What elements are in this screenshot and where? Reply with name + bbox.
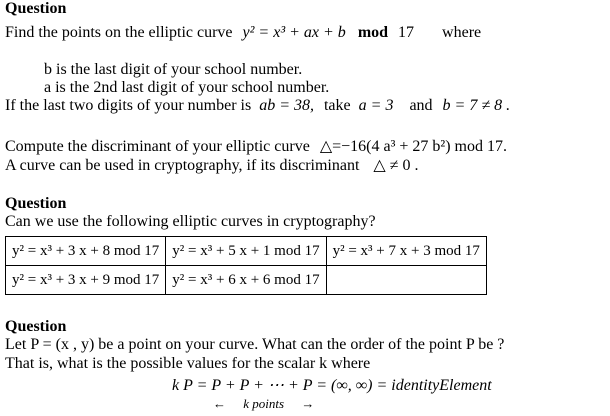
example-ab: ab = 38, <box>259 97 314 114</box>
question-3-line-2: That is, what is the possible values for the scalar k where <box>5 355 371 372</box>
table-row <box>6 266 487 295</box>
intro-text: Find the points on the elliptic curve <box>5 24 233 41</box>
question-1-heading: Question <box>5 0 67 17</box>
discriminant-text: Compute the discriminant of your elliptic curve <box>5 138 310 155</box>
arrow-left-icon: ← <box>213 396 226 411</box>
a-definition: a is the 2nd last digit of your school number. <box>44 79 330 96</box>
table-cell <box>326 266 486 295</box>
example-b-value: b = 7 ≠ 8 . <box>442 97 511 114</box>
k-points-underbrace <box>213 396 314 412</box>
k-points-label: k points <box>243 396 285 411</box>
where-text: where <box>442 24 482 41</box>
example-prefix: If the last two digits of your number is <box>5 97 252 114</box>
table-cell: y² = x³ + 7 x + 3 mod 17 <box>326 237 486 266</box>
table-cell: y² = x³ + 5 x + 1 mod 17 <box>166 237 326 266</box>
question-3-heading: Question <box>5 318 67 335</box>
table-row <box>6 237 487 266</box>
question-2-text: Can we use the following elliptic curves in cryptography? <box>5 213 376 230</box>
curve-equation: y² = x³ + ax + b <box>242 24 346 41</box>
crypto-condition: △ ≠ 0 . <box>373 157 419 174</box>
mod-keyword: mod <box>357 24 389 41</box>
table-cell: y² = x³ + 3 x + 9 mod 17 <box>6 266 166 295</box>
crypto-condition-line <box>5 157 419 175</box>
b-definition: b is the last digit of your school number. <box>44 61 303 78</box>
curves-table <box>5 236 487 295</box>
question-3-line-1: Let P = (x , y) be a point on your curve. What can the order of the point P be ? <box>5 336 505 353</box>
crypto-text: A curve can be used in cryptography, if its discriminant <box>5 157 360 174</box>
discriminant-line <box>5 138 507 156</box>
discriminant-formula: △=−16(4 a³ + 27 b²) mod 17. <box>319 138 507 155</box>
example-line <box>5 97 510 115</box>
scalar-multiplication-formula: k P = P + P + ⋯ + P = (∞, ∞) = identityElement <box>172 377 492 394</box>
question-2-heading: Question <box>5 195 67 212</box>
arrow-right-icon: → <box>301 396 315 411</box>
example-a-value: a = 3 <box>358 97 394 114</box>
example-take: take <box>323 97 351 114</box>
table-cell: y² = x³ + 6 x + 6 mod 17 <box>166 266 326 295</box>
table-cell: y² = x³ + 3 x + 8 mod 17 <box>6 237 166 266</box>
question-1-intro-line <box>5 24 481 42</box>
modulus: 17 <box>398 24 415 41</box>
example-and: and <box>409 97 433 114</box>
